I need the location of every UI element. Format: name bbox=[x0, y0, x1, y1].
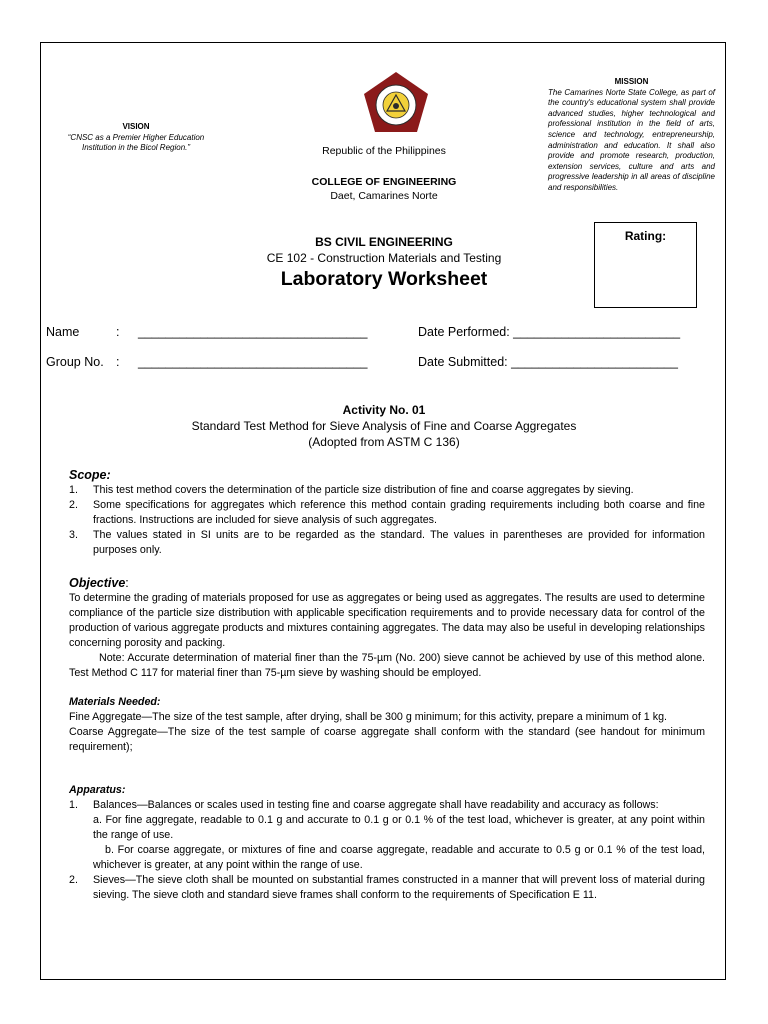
mission-text: The Camarines Norte State College, as part of the country's educational system shall provide advanced studies, higher technological and professional institution in the field of arts, science and technology, entrepreneurship, administration and education. It shall also provide and promote research, production, extension services, culture and arts and progressive leadership in all areas of discipline and responsibilities. bbox=[548, 87, 715, 192]
objective-heading-text: Objective bbox=[69, 576, 126, 590]
list-item bbox=[69, 873, 705, 903]
objective-colon: : bbox=[125, 576, 129, 590]
objective-note: Note: Accurate determination of material finer than the 75-µm (No. 200) sieve cannot be achieved by use of this method alone. Test Method C 117 for material finer than 75-µm sieve by washing should be employed. bbox=[69, 652, 705, 679]
item-text: This test method covers the determination of the particle size distribution of fine and coarse aggregates by sieving. bbox=[93, 484, 634, 496]
republic-line: Republic of the Philippines bbox=[322, 145, 446, 157]
objective-paragraph: To determine the grading of materials proposed for use as aggregates or being used as aggregates. The results are used to determine compliance of the particle size distribution with applicable specification requirements and to provide necessary data for control of the production of various aggregate products and mixtures containing aggregates. The data may also be useful in developing relationships concerning porosity and packing. bbox=[69, 592, 705, 649]
list-item bbox=[69, 498, 705, 528]
college-seal-icon bbox=[361, 70, 431, 134]
sub-item-b: b. For coarse aggregate, or mixtures of fine and coarse aggregate, readable and accurate to 0.5 g or 0.1 % of the test load, whichever is greater, at any point within the range of use. bbox=[93, 844, 705, 871]
activity-number: Activity No. 01 bbox=[342, 403, 426, 417]
scope-section bbox=[69, 467, 705, 558]
rating-label: Rating: bbox=[624, 229, 667, 243]
name-label: Name bbox=[46, 325, 80, 339]
date-performed-field[interactable]: Date Performed: ________________________ bbox=[418, 325, 681, 339]
item-number: 3. bbox=[69, 529, 78, 541]
list-item bbox=[69, 483, 705, 498]
mission-block bbox=[548, 77, 715, 194]
college-name: COLLEGE OF ENGINEERING bbox=[311, 176, 457, 188]
materials-coarse: Coarse Aggregate—The size of the test sample of coarse aggregate shall conform with the standard (see handout for minimum requirement); bbox=[69, 726, 705, 753]
item-number: 2. bbox=[69, 874, 78, 886]
activity-title: Standard Test Method for Sieve Analysis of Fine and Coarse Aggregates bbox=[191, 419, 577, 433]
list-item bbox=[69, 798, 705, 813]
college-location: Daet, Camarines Norte bbox=[330, 190, 438, 202]
vision-text: “CNSC as a Premier Higher Education Institution in the Bicol Region.” bbox=[67, 132, 205, 152]
vision-title: VISION bbox=[122, 122, 150, 131]
degree-program: BS CIVIL ENGINEERING bbox=[315, 235, 453, 249]
materials-section bbox=[69, 695, 705, 755]
activity-source: (Adopted from ASTM C 136) bbox=[308, 435, 460, 449]
worksheet-title: Laboratory Worksheet bbox=[280, 268, 488, 290]
name-colon: : bbox=[116, 325, 120, 339]
vision-block bbox=[58, 122, 214, 154]
scope-heading: Scope: bbox=[69, 468, 111, 482]
course-title: CE 102 - Construction Materials and Testing bbox=[266, 251, 502, 265]
item-number: 1. bbox=[69, 799, 78, 811]
list-item bbox=[69, 528, 705, 558]
date-submitted-field[interactable]: Date Submitted: ________________________ bbox=[418, 355, 678, 369]
apparatus-heading: Apparatus: bbox=[69, 784, 126, 796]
item-text: Some specifications for aggregates which reference this method contain grading requirements including both coarse and fine fractions. Instructions are included for sieve analysis of such aggregates. bbox=[93, 499, 705, 526]
item-number: 2. bbox=[69, 499, 78, 511]
apparatus-section bbox=[69, 783, 705, 903]
mission-title: MISSION bbox=[614, 77, 649, 86]
objective-heading bbox=[69, 575, 705, 591]
sub-item-a: a. For fine aggregate, readable to 0.1 g and accurate to 0.1 g or 0.1 % of the test load, whichever is greater, at any point within the range of use. bbox=[93, 814, 705, 841]
item-text: Sieves—The sieve cloth shall be mounted on substantial frames constructed in a manner that will prevent loss of material during sieving. The sieve cloth and standard sieve frames shall conform to the requirements of Specification E 11. bbox=[93, 874, 705, 901]
group-field[interactable]: _________________________________ bbox=[138, 355, 368, 369]
item-text: The values stated in SI units are to be regarded as the standard. The values in parentheses are provided for information purposes only. bbox=[93, 529, 705, 556]
name-field[interactable]: _________________________________ bbox=[138, 325, 368, 339]
rating-box[interactable] bbox=[594, 222, 697, 308]
materials-fine: Fine Aggregate—The size of the test sample, after drying, shall be 300 g minimum; for this activity, prepare a minimum of 1 kg. bbox=[69, 711, 667, 723]
item-text: Balances—Balances or scales used in testing fine and coarse aggregate shall have readability and accuracy as follows: bbox=[93, 799, 659, 811]
group-label: Group No. bbox=[46, 355, 104, 369]
group-colon: : bbox=[116, 355, 120, 369]
materials-heading: Materials Needed: bbox=[69, 696, 161, 708]
item-number: 1. bbox=[69, 484, 78, 496]
objective-section bbox=[69, 575, 705, 681]
